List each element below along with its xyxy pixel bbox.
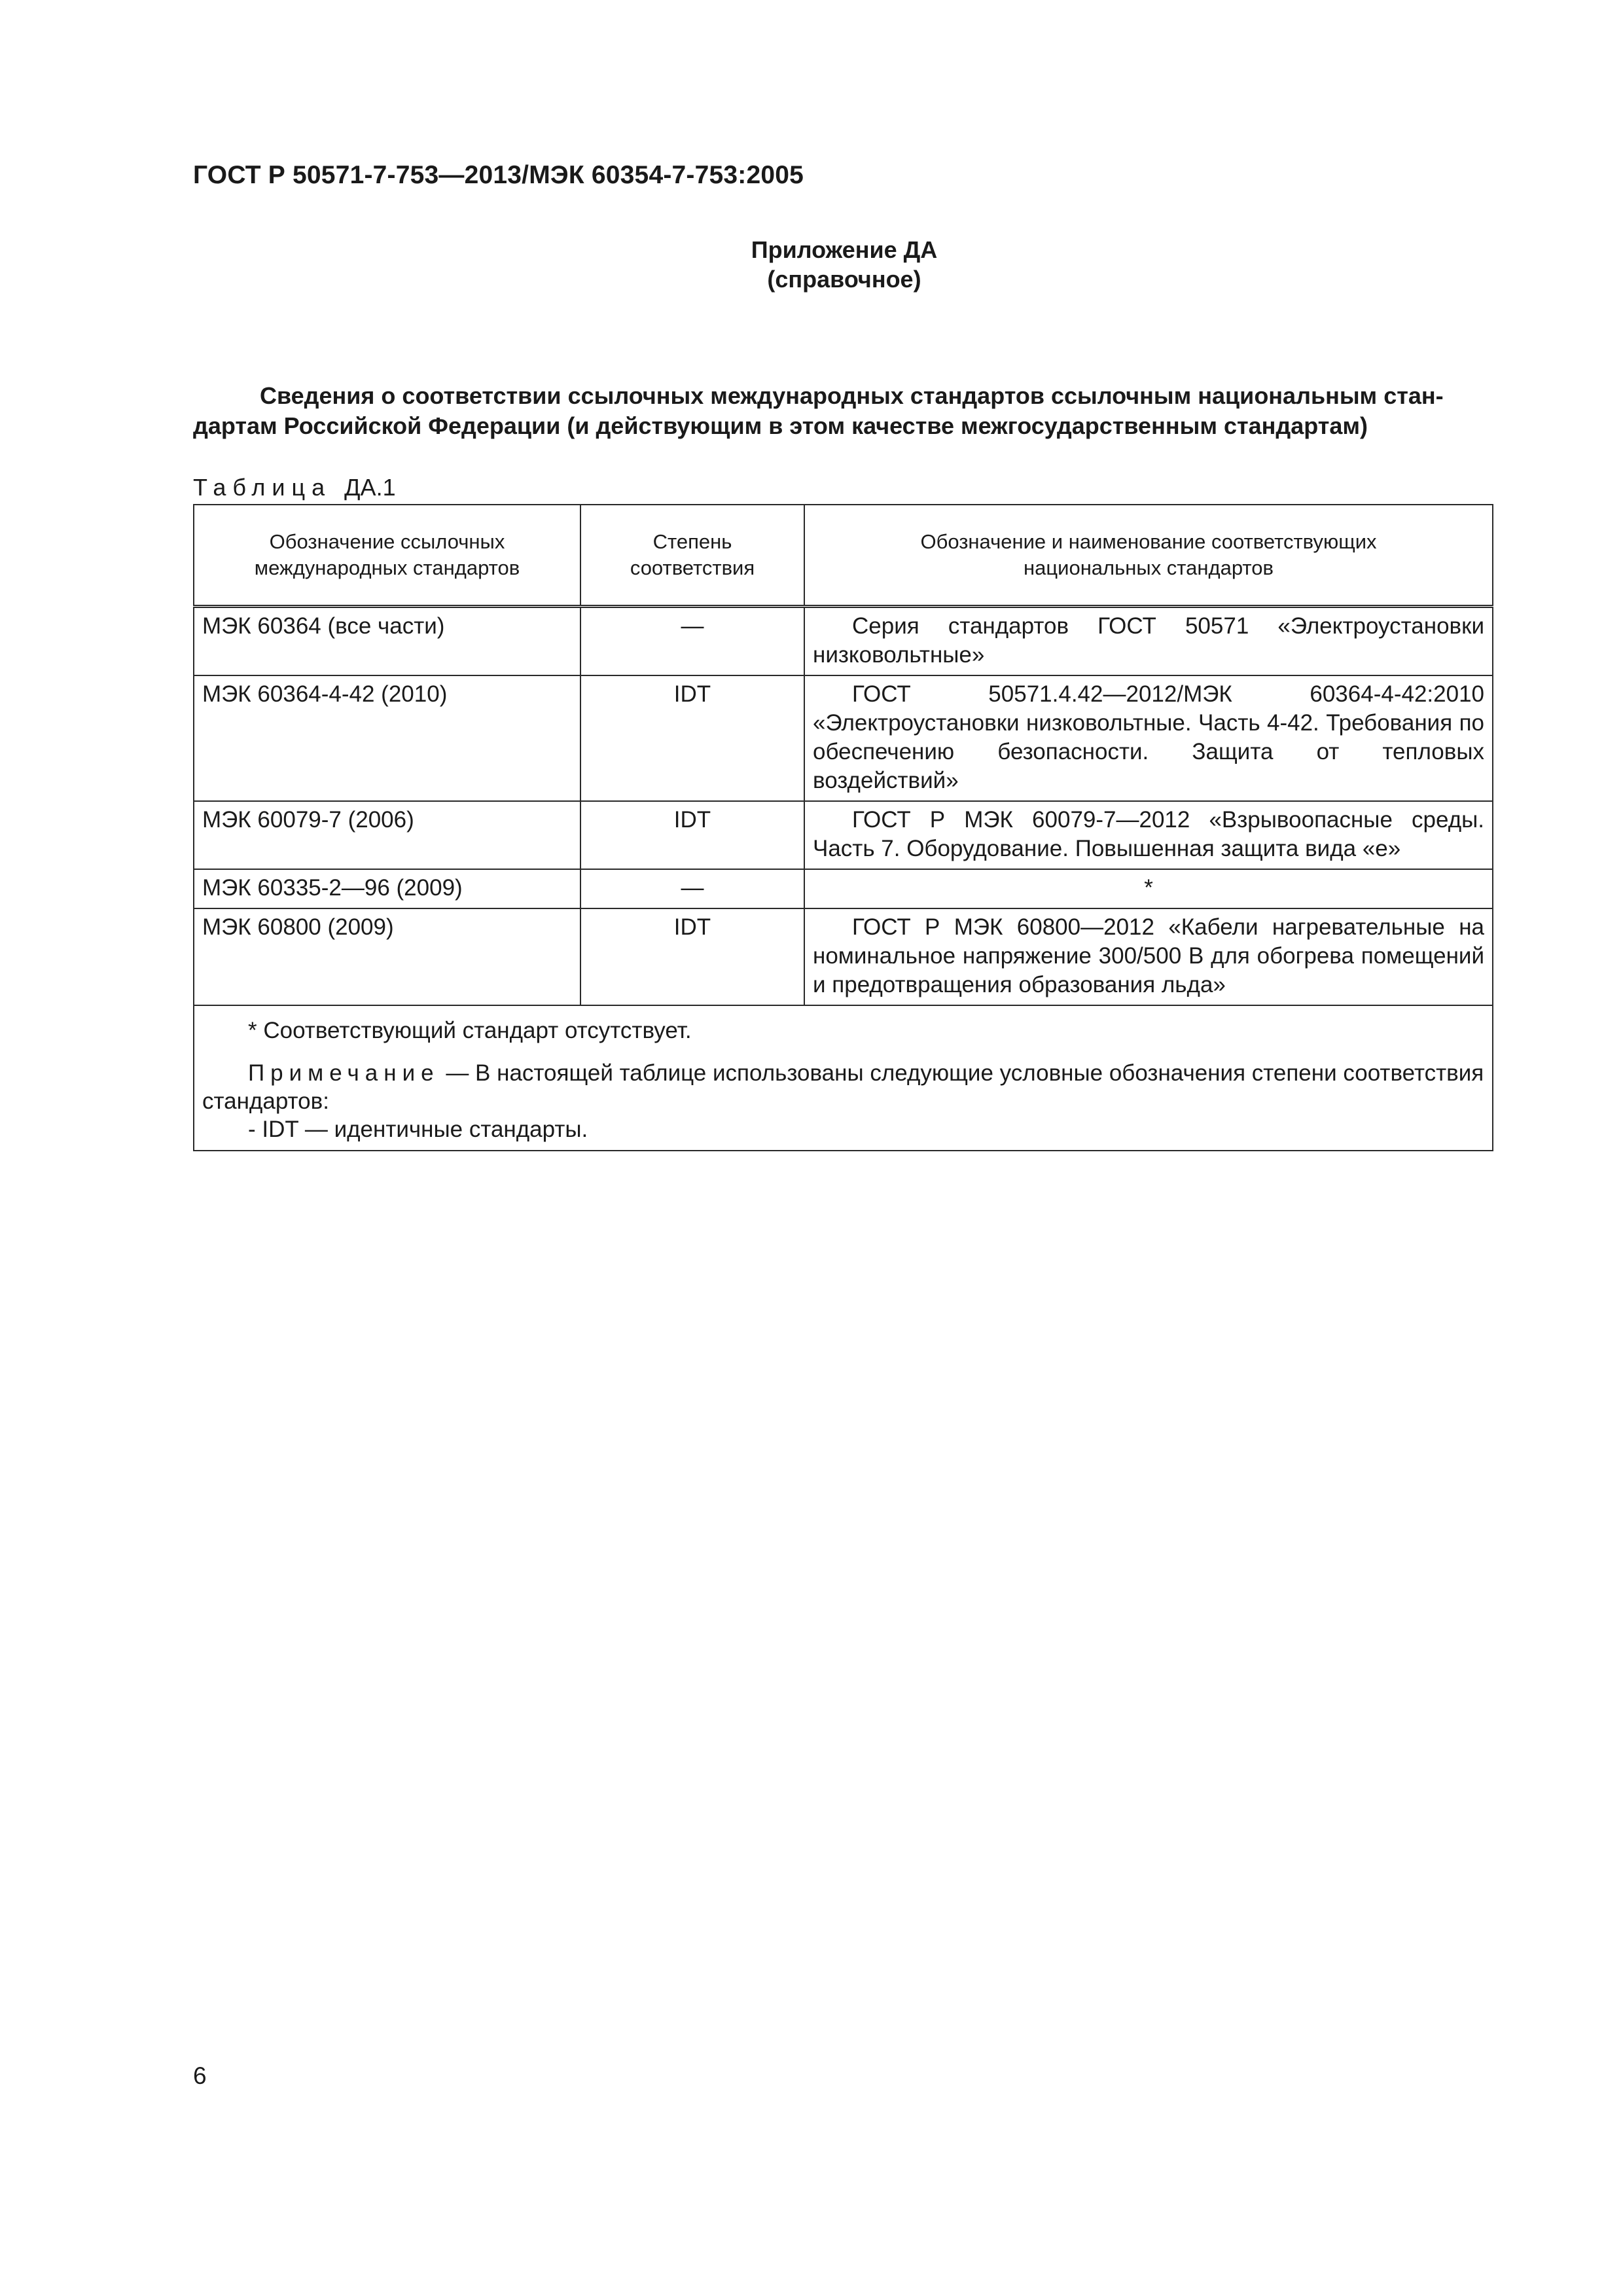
- table-label-word: Таблица: [193, 474, 332, 501]
- column-header-degree: Степень соответствия: [580, 505, 804, 607]
- table-row: [194, 869, 1493, 908]
- cell-ref: МЭК 60364 (все части): [194, 607, 580, 676]
- cell-national: [804, 801, 1493, 869]
- cell-national: [804, 607, 1493, 676]
- correspondence-table-wrapper: [193, 504, 1492, 1151]
- table-row: [194, 908, 1493, 1005]
- heading-line-1: Сведения о соответствии ссылочных международных стандартов ссылочным национальным стан-: [260, 382, 1444, 409]
- cell-national-text: Серия стандартов ГОСТ 50571 «Электроустановки низковольтные»: [813, 613, 1484, 668]
- table-notes: [194, 1005, 1493, 1151]
- cell-national: [804, 675, 1493, 801]
- note-label: Примечание: [248, 1060, 440, 1086]
- note-list-item: - IDT — идентичные стандарты.: [248, 1117, 588, 1142]
- cell-national-text: ГОСТ Р МЭК 60800—2012 «Кабели нагревательные на номинальное напряжение 300/500 В для обогрева помещений и предотвращения образования льда»: [813, 914, 1484, 997]
- correspondence-table: [193, 504, 1493, 1151]
- cell-ref: МЭК 60364-4-42 (2010): [194, 675, 580, 801]
- section-heading: [193, 381, 1494, 441]
- annex-subtitle: (справочное): [767, 266, 921, 293]
- table-note: [202, 1059, 1484, 1115]
- table-row: [194, 675, 1493, 801]
- cell-ref: МЭК 60335-2—96 (2009): [194, 869, 580, 908]
- document-code: ГОСТ Р 50571-7-753—2013/МЭК 60354-7-753:2005: [193, 161, 804, 189]
- annex-title: Приложение ДА: [751, 236, 938, 263]
- page-number: 6: [193, 2062, 207, 2089]
- cell-national-text: ГОСТ 50571.4.42—2012/МЭК 60364-4-42:2010 «Электроустановки низковольтные. Часть 4-42. Требования по обеспечению безопасности. Защита от тепловых воздействий»: [813, 681, 1484, 793]
- cell-degree: —: [580, 607, 804, 676]
- table-header-row: [194, 505, 1493, 607]
- table-footnote: * Соответствующий стандарт отсутствует.: [248, 1018, 692, 1043]
- cell-national-text: ГОСТ Р МЭК 60079-7—2012 «Взрывоопасные среды. Часть 7. Оборудование. Повышенная защита вида «е»: [813, 807, 1484, 861]
- table-notes-row: [194, 1005, 1493, 1151]
- cell-national: [804, 908, 1493, 1005]
- cell-ref: МЭК 60079-7 (2006): [194, 801, 580, 869]
- table-row: [194, 801, 1493, 869]
- cell-degree: IDT: [580, 675, 804, 801]
- heading-line-2: дартам Российской Федерации (и действующим в этом качестве межгосударственным стандартам): [193, 412, 1368, 439]
- table-row: [194, 607, 1493, 676]
- cell-degree: IDT: [580, 801, 804, 869]
- cell-degree: IDT: [580, 908, 804, 1005]
- cell-national: *: [804, 869, 1493, 908]
- table-label: [193, 474, 396, 501]
- cell-ref: МЭК 60800 (2009): [194, 908, 580, 1005]
- column-header-national: Обозначение и наименование соответствующих национальных стандартов: [804, 505, 1493, 607]
- note-text: — В настоящей таблице использованы следующие условные обозначения степени соответствия стандартов:: [202, 1060, 1484, 1114]
- column-header-ref: Обозначение ссылочных международных стандартов: [194, 505, 580, 607]
- cell-degree: —: [580, 869, 804, 908]
- table-label-number: ДА.1: [344, 474, 396, 501]
